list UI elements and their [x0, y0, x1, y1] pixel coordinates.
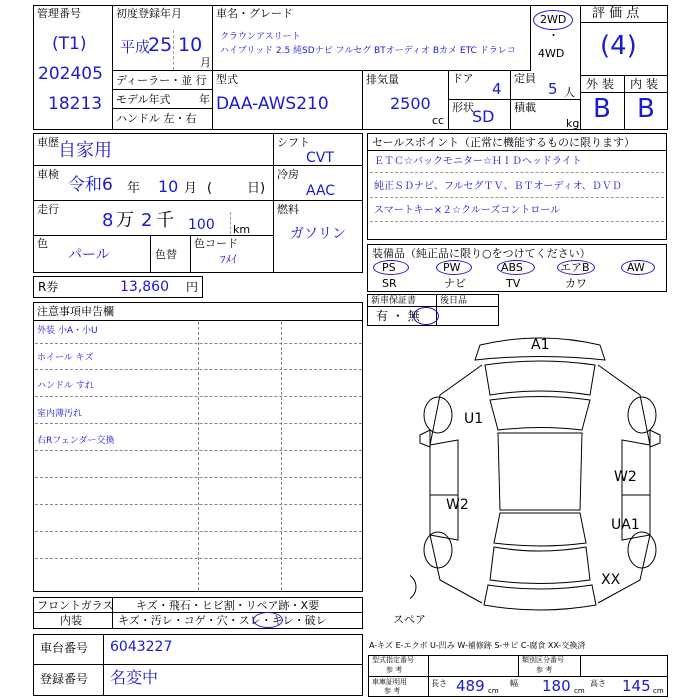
first-reg-month: 10	[178, 34, 203, 56]
note-item-1: 外装 小A・小U	[37, 326, 98, 336]
equipment-label: 装備品（純正品に限り○をつけてください）	[372, 247, 591, 260]
sales-line2: 純正ＳＤナビ、フルセグＴＶ、ＢＴオーディオ、ＤＶＤ	[374, 181, 622, 192]
height-unit: cm	[653, 687, 664, 695]
model-year-label: モデル年式	[116, 93, 171, 106]
mgmt-line1: (T1)	[52, 34, 87, 54]
length-label: 長さ	[431, 679, 447, 688]
fuel-label: 燃料	[277, 203, 299, 216]
handle-label: ハンドル 左・右	[116, 112, 197, 125]
displacement-unit: cc	[432, 114, 445, 127]
color-label: 色	[37, 237, 48, 250]
shape-label: 形状	[452, 101, 474, 114]
sales-line1: ＥＴＣ☆バックモニター☆ＨＩＤヘッドライト	[374, 156, 582, 167]
r-unit: 円	[186, 280, 199, 294]
r-label: R券	[38, 280, 59, 294]
width-value: 180	[542, 677, 571, 695]
notes-label: 注意事項申告欄	[37, 305, 114, 318]
mileage-2: 2	[141, 210, 153, 231]
inspection-month: 10	[158, 177, 179, 196]
length-value: 489	[456, 677, 485, 695]
after-label: 後日品	[440, 296, 468, 306]
load-label: 積載	[514, 101, 536, 114]
dmg-u1: U1	[464, 411, 484, 427]
equip-ps: PS	[382, 261, 396, 274]
dealer-label: ディーラー・並 行	[116, 74, 207, 87]
first-reg-year: 25	[148, 34, 173, 56]
sales-label: セールスポイント（正常に機能するものに限ります）	[372, 136, 636, 149]
front-glass-value: キズ・飛石・ヒビ割・リペア跡・X要	[136, 599, 320, 612]
mgmt-label: 管理番号	[37, 7, 81, 20]
color-value: パール	[68, 247, 110, 263]
equip-aw: AW	[627, 261, 645, 274]
first-reg-era: 平成	[120, 38, 151, 56]
equip-tv: TV	[506, 277, 521, 290]
equip-abs: ABS	[501, 261, 523, 274]
equip-sr: SR	[382, 277, 397, 290]
note-item-4: 室内薄汚れ	[37, 409, 83, 419]
eval-label: 評 価 点	[592, 6, 640, 21]
drive-4wd: 4WD	[538, 47, 565, 60]
warranty-value: 有 ・ 無	[376, 309, 420, 323]
int-value: B	[637, 94, 655, 124]
inspection-day-unit: 日)	[247, 181, 266, 196]
wheel-fl-shape	[424, 397, 452, 433]
model-year-unit: 年	[199, 93, 210, 106]
history-label: 車歴	[37, 136, 59, 149]
width-unit: cm	[574, 687, 585, 695]
rear-bumper-shape	[484, 585, 596, 610]
equip-navi: ナビ	[444, 277, 466, 290]
hood-shape	[485, 361, 595, 395]
warranty-label: 新車保証書	[371, 296, 417, 306]
shape-value: SD	[472, 107, 495, 126]
capacity-label: 定員	[514, 72, 536, 85]
drive-2wd: 2WD	[540, 13, 567, 26]
color-change-label: 色替	[155, 248, 177, 261]
mileage-man: 万	[116, 210, 134, 231]
first-reg-month-unit: 月	[200, 56, 211, 69]
length-unit: cm	[488, 687, 499, 695]
equip-kawa: カワ	[565, 277, 587, 290]
model-name: クラウンアスリート	[220, 32, 301, 42]
eval-score: (4)	[600, 31, 637, 61]
dmg-ua1: UA1	[611, 517, 640, 533]
front-glass-label: フロントガラス	[37, 599, 114, 612]
inspection-month-unit: 月	[184, 181, 198, 196]
fuel-value: ガソリン	[290, 226, 346, 242]
warranty-circle	[413, 307, 439, 325]
type-designation-label: 型式指定番号	[372, 656, 414, 664]
chassis-value: 6043227	[110, 639, 173, 655]
category-label: 類別区分番号	[522, 656, 564, 664]
ext-label: 外 装	[586, 77, 614, 91]
katashiki-value: DAA-AWS210	[216, 94, 329, 114]
shift-value: CVT	[306, 150, 334, 166]
spare-label: スペア	[393, 613, 426, 626]
trunk-shape	[490, 547, 590, 584]
history-value: 自家用	[58, 140, 112, 161]
int-label: 内 装	[630, 77, 658, 91]
note-item-5: 右Rフェンダー交換	[37, 436, 115, 446]
interior-value: キズ・汚レ・コゲ・穴・スレ・キレ・破レ	[118, 614, 327, 627]
car-diagram	[410, 335, 670, 635]
doors-value: 4	[492, 80, 502, 98]
inspection-label: 車検	[37, 168, 59, 181]
wheel-rl-shape	[424, 532, 452, 568]
wheel-fr-shape	[628, 397, 656, 433]
displacement-label: 排気量	[366, 73, 399, 86]
dmg-w2-left: W2	[446, 497, 469, 513]
ext-value: B	[593, 94, 611, 124]
interior-circle	[253, 612, 283, 628]
spare-tire-shape	[410, 573, 416, 601]
katashiki-label: 型式	[216, 73, 238, 86]
windshield-shape	[490, 397, 590, 431]
inspection-year-unit: 年	[127, 181, 141, 196]
shift-label: シフト	[277, 136, 310, 149]
note-item-2: ホイール キズ	[37, 353, 94, 363]
model-grade-label: 車名・グレード	[216, 7, 293, 20]
inspection-paren-open: (	[207, 181, 213, 196]
load-unit: kg	[566, 117, 580, 130]
dmg-xx: XX	[601, 572, 621, 588]
mileage-sen: 千	[156, 210, 174, 231]
interior-label: 内装	[60, 614, 82, 627]
width-label: 幅	[510, 679, 518, 688]
mileage-100: 100	[188, 217, 215, 233]
drive-dot: ・	[548, 29, 559, 42]
color-code-value: ﾌﾒｲ	[220, 253, 237, 266]
doors-label: ドア	[452, 72, 474, 85]
mgmt-line3: 18213	[48, 94, 103, 114]
roof-shape	[498, 433, 582, 510]
height-label: 高さ	[590, 679, 606, 688]
mileage-label: 走行	[37, 203, 59, 216]
mileage-8: 8	[102, 210, 114, 231]
sales-line3: スマートキー×２☆クルーズコントロール	[374, 205, 561, 216]
dmg-a1: A1	[531, 337, 550, 353]
grade-text: ハイブリッド 2.5 純SDナビ フルセグ BTオーディオ Bカメ ETC ドラレコ	[220, 46, 516, 56]
left-body-shape	[430, 365, 482, 603]
capacity-value: 5	[548, 80, 558, 98]
note-item-3: ハンドル すれ	[37, 381, 94, 391]
reg-value: 名変中	[110, 668, 159, 687]
height-value: 145	[622, 677, 651, 695]
chassis-label: 車台番号	[40, 641, 89, 655]
capacity-unit: 人	[564, 86, 575, 99]
color-code-label: 色コード	[194, 237, 238, 250]
r-value: 13,860	[120, 279, 169, 295]
wheel-rr-shape	[628, 532, 656, 568]
mgmt-line2: 202405	[38, 64, 103, 84]
r-ticket-frame	[33, 276, 203, 298]
equip-airb: エアB	[560, 261, 590, 274]
inspection-era: 令和6	[68, 175, 113, 195]
ref-2: 参 考	[536, 666, 553, 674]
ac-label: 冷房	[277, 168, 299, 181]
cert-label: 車庫証明用	[372, 678, 407, 686]
mileage-km: km	[233, 223, 251, 236]
rear-window-shape	[494, 513, 586, 546]
first-reg-label: 初度登録年月	[116, 7, 182, 20]
reg-label: 登録番号	[40, 672, 89, 686]
equip-pw: PW	[443, 261, 461, 274]
ac-value: AAC	[306, 183, 336, 199]
cert-ref: 参 考	[384, 687, 401, 695]
dmg-w2-right: W2	[614, 469, 637, 485]
ref-1: 参 考	[386, 666, 403, 674]
displacement-value: 2500	[390, 94, 431, 113]
damage-legend: A-キズ E-エクボ U-凹み W-補修跡 S-サビ C-腐食 XX-交換済	[369, 641, 586, 650]
